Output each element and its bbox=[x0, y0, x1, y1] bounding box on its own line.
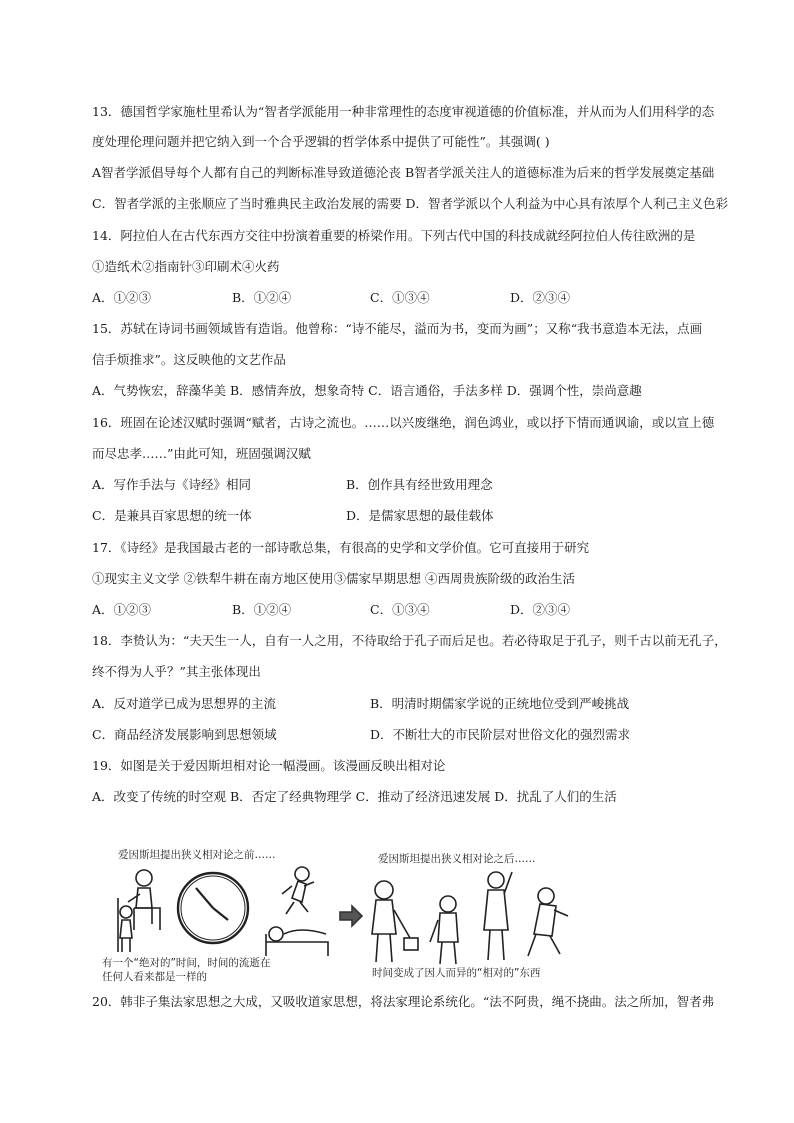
q18-option-a: A．反对道学已成为思想界的主流 bbox=[92, 696, 277, 711]
q19-options: A．改变了传统的时空观 B．否定了经典物理学 C．推动了经济迅速发展 D．扰乱了人们的生活 bbox=[92, 789, 617, 804]
q14-option-b: B．①②④ bbox=[232, 290, 292, 305]
q18-option-b: B．明清时期儒家学说的正统地位受到严峻挑战 bbox=[370, 696, 630, 711]
comic-left-bottom-line2: 任何人看来都是一样的 bbox=[102, 971, 207, 983]
q13-options-cd: C．智者学派的主张顺应了当时雅典民主政治发展的需要 D．智者学派以个人利益为中心具有浓厚个人利己主义色彩 bbox=[92, 196, 729, 211]
comic-right-caption: 爱因斯坦提出狭义相对论之后…… bbox=[378, 853, 536, 865]
q14-items: ①造纸术②指南针③印刷术④火药 bbox=[92, 259, 280, 274]
q16-stem-line1: 16．班固在论述汉赋时强调“赋者，古诗之流也。……以兴废继绝，润色鸿业，或以抒下情而通讽谕，或以宣上德 bbox=[92, 415, 715, 430]
q14-option-c: C．①③④ bbox=[370, 290, 430, 305]
relativity-comic bbox=[100, 838, 612, 990]
q17-option-c: C．①③④ bbox=[370, 602, 430, 617]
q17-option-d: D．②③④ bbox=[510, 602, 571, 617]
q13-stem-line1: 13．德国哲学家施杜里希认为“智者学派能用一种非常理性的态度审视道德的价值标准，并从而为人们用科学的态 bbox=[92, 104, 715, 119]
q18-stem-line2: 终不得为人乎？”其主张体现出 bbox=[92, 664, 261, 679]
q15-stem-line1: 15．苏轼在诗词书画领域皆有造诣。他曾称：“诗不能尽，溢而为书，变而为画”；又称“我书意造本无法，点画 bbox=[92, 321, 703, 336]
clock-icon bbox=[178, 873, 248, 943]
q16-stem-line2: 而尽忠孝……”由此可知，班固强调汉赋 bbox=[92, 446, 311, 461]
q14-option-d: D．②③④ bbox=[510, 290, 571, 305]
q16-option-d: D．是儒家思想的最佳载体 bbox=[346, 508, 494, 523]
q14-stem: 14．阿拉伯人在古代东西方交往中扮演着重要的桥梁作用。下列古代中国的科技成就经阿拉伯人传往欧洲的是 bbox=[92, 228, 696, 243]
seated-boy-figure bbox=[128, 870, 160, 930]
q20-stem-line1: 20．韩非子集法家思想之大成，又吸收道家思想，将法家理论系统化。“法不阿贵，绳不挠曲。法之所加，智者弗 bbox=[92, 994, 715, 1009]
q16-option-c: C．是兼具百家思想的统一体 bbox=[92, 508, 252, 523]
q18-option-d: D．不断壮大的市民阶层对世俗文化的强烈需求 bbox=[370, 727, 631, 742]
running-man-figure bbox=[528, 888, 568, 956]
q19-stem: 19．如图是关于爱因斯坦相对论一幅漫画。该漫画反映出相对论 bbox=[92, 758, 446, 773]
small-boy-figure bbox=[118, 898, 132, 952]
man-with-briefcase-figure bbox=[372, 881, 418, 962]
q18-option-c: C．商品经济发展影响到思想领域 bbox=[92, 727, 277, 742]
q16-option-a: A．写作手法与《诗经》相同 bbox=[92, 477, 252, 492]
sleeping-figure bbox=[266, 927, 328, 956]
q14-option-a: A．①②③ bbox=[92, 290, 152, 305]
q13-options-ab: A智者学派倡导每个人都有自己的判断标准导致道德沦丧 B智者学派关注人的道德标准为后来的哲学发展奠定基础 bbox=[92, 165, 715, 180]
arrow-right-icon bbox=[340, 906, 362, 926]
q18-stem-line1: 18．李贽认为：“夫天生一人，自有一人之用，不待取给于孔子而后足也。若必待取足于孔子，则千古以前无孔子， bbox=[92, 633, 727, 648]
q13-stem-line2: 度处理伦理问题并把它纳入到一个合乎逻辑的哲学体系中提供了可能性”。其强调( ) bbox=[92, 134, 550, 149]
q15-stem-line2: 信手烦推求”。这反映他的文艺作品 bbox=[92, 352, 286, 367]
running-boy-figure bbox=[282, 867, 314, 914]
q16-option-b: B．创作具有经世致用理念 bbox=[346, 477, 493, 492]
comic-right-bottom: 时间变成了因人而异的“相对的”东西 bbox=[372, 967, 541, 979]
q17-items: ①现实主义文学 ②铁犁牛耕在南方地区使用③儒家早期思想 ④西周贵族阶级的政治生活 bbox=[92, 571, 575, 586]
comic-left-caption: 爱因斯坦提出狭义相对论之前…… bbox=[118, 849, 276, 861]
pointing-man-figure bbox=[484, 872, 512, 960]
q17-option-a: A．①②③ bbox=[92, 602, 152, 617]
comic-left-bottom-line1: 有一个“绝对的”时间，时间的流逝在 bbox=[102, 957, 271, 969]
q17-option-b: B．①②④ bbox=[232, 602, 292, 617]
q17-stem: 17．《诗经》是我国最古老的一部诗歌总集，有很高的史学和文学价值。它可直接用于研究 bbox=[92, 540, 590, 555]
walking-man-figure bbox=[430, 896, 458, 964]
q15-options: A．气势恢宏，辞藻华美 B．感情奔放，想象奇特 C．语言通俗，手法多样 D．强调个性，崇尚意趣 bbox=[92, 383, 642, 398]
